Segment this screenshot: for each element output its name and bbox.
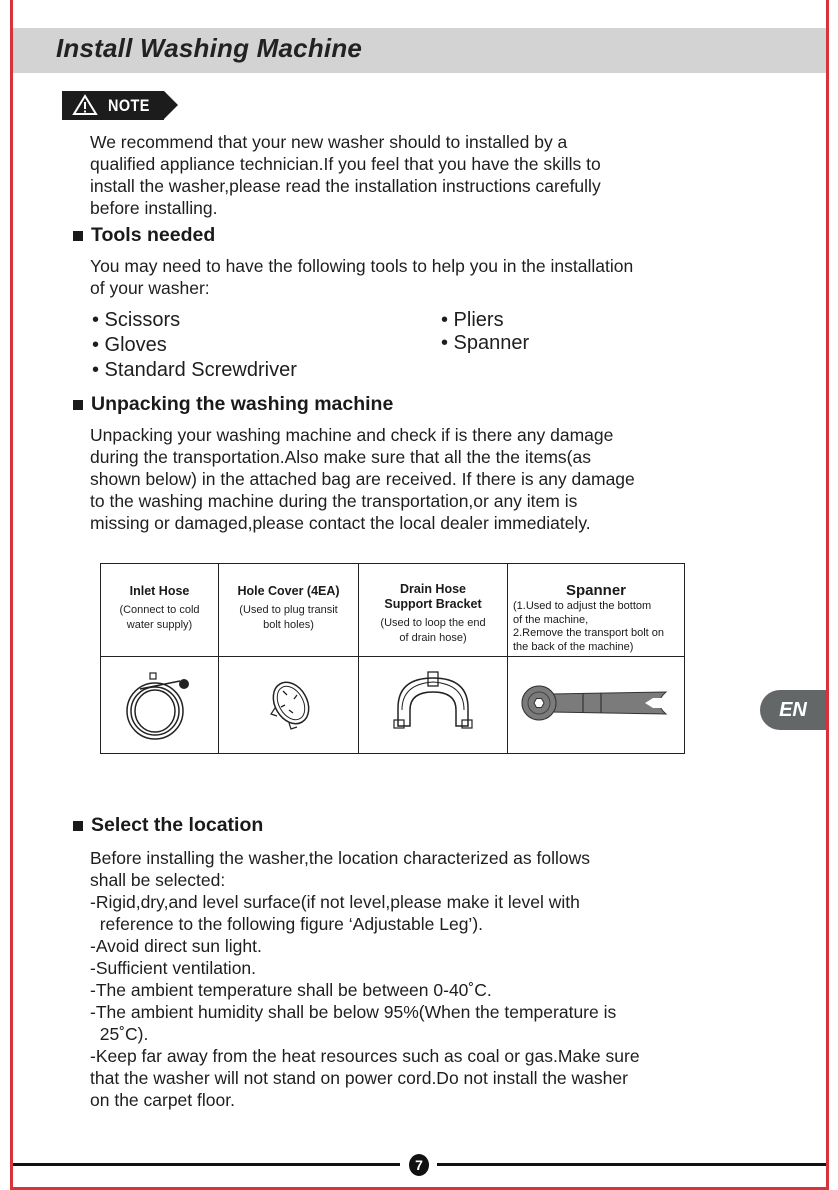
item-title: Spanner bbox=[565, 582, 626, 599]
tool-item: • Spanner bbox=[441, 332, 530, 354]
text-line: missing or damaged,please contact the local dealer immediately. bbox=[90, 513, 591, 533]
hole-cover-icon bbox=[259, 673, 319, 733]
text-line: -Avoid direct sun light. bbox=[90, 936, 262, 956]
item-cell-inlet-hose bbox=[101, 564, 219, 657]
text-line: (1.Used to adjust the bottom bbox=[513, 600, 652, 612]
text-line: (Connect to cold bbox=[119, 604, 200, 616]
text-line: We recommend that your new washer should to installed by a bbox=[90, 132, 568, 152]
note-badge bbox=[62, 91, 164, 120]
language-tab-en bbox=[760, 690, 826, 730]
page-number: 7 bbox=[409, 1154, 429, 1176]
text-line: to the washing machine during the transportation,or any item is bbox=[90, 491, 578, 511]
text-line: during the transportation.Also make sure that all the the items(as bbox=[90, 447, 591, 467]
section-heading-unpacking bbox=[73, 393, 393, 416]
page-title: Install Washing Machine bbox=[56, 33, 363, 63]
text-line: of drain hose) bbox=[399, 632, 467, 644]
unpacking-text bbox=[90, 424, 635, 534]
spanner-icon bbox=[521, 678, 671, 728]
text-line: Before installing the washer,the location characterized as follows bbox=[90, 848, 590, 868]
note-text bbox=[90, 131, 601, 219]
item-title bbox=[359, 582, 507, 612]
text-line: -Sufficient ventilation. bbox=[90, 958, 257, 978]
tools-intro bbox=[90, 255, 633, 299]
text-line: Support Bracket bbox=[384, 597, 482, 611]
text-line: -The ambient temperature shall be between 0-40˚C. bbox=[90, 980, 492, 1000]
text-line: shown below) in the attached bag are received. If there is any damage bbox=[90, 469, 635, 489]
item-desc bbox=[508, 600, 684, 654]
text-line: -Keep far away from the heat resources such as coal or gas.Make sure bbox=[90, 1046, 640, 1066]
page-frame-right bbox=[826, 0, 829, 1190]
section-heading-tools bbox=[73, 224, 215, 247]
text-line: Unpacking your washing machine and check if is there any damage bbox=[90, 425, 614, 445]
item-desc bbox=[101, 603, 218, 633]
heading-text: Unpacking the washing machine bbox=[91, 393, 394, 415]
item-title: Inlet Hose bbox=[129, 584, 190, 598]
text-line: of your washer: bbox=[90, 278, 210, 298]
item-image-cell bbox=[101, 657, 219, 754]
text-line: that the washer will not stand on power cord.Do not install the washer bbox=[90, 1068, 628, 1088]
text-line: -Rigid,dry,and level surface(if not level,please make it level with bbox=[90, 892, 580, 912]
warning-triangle-icon bbox=[72, 94, 98, 116]
note-label: NOTE bbox=[108, 96, 150, 115]
inlet-hose-icon bbox=[120, 663, 200, 743]
item-cell-spanner bbox=[508, 564, 685, 657]
item-cell-hole-cover bbox=[219, 564, 359, 657]
text-line: Drain Hose bbox=[400, 582, 466, 596]
text-line: bolt holes) bbox=[263, 619, 314, 631]
item-title: Hole Cover (4EA) bbox=[237, 584, 340, 598]
text-line: (Used to loop the end bbox=[380, 617, 486, 629]
footer-rule-right bbox=[437, 1163, 826, 1166]
text-line: before installing. bbox=[90, 198, 218, 218]
text-line: shall be selected: bbox=[90, 870, 226, 890]
tool-item: • Pliers bbox=[441, 309, 504, 331]
item-desc bbox=[359, 616, 507, 646]
page-frame-left bbox=[10, 0, 13, 1190]
text-line: the back of the machine) bbox=[513, 640, 634, 653]
text-line: of the machine, bbox=[513, 613, 589, 626]
text-line: -The ambient humidity shall be below 95%(When the temperature is bbox=[90, 1002, 617, 1022]
tool-item: • Standard Screwdriver bbox=[92, 359, 297, 381]
accessories-table bbox=[100, 563, 685, 754]
heading-text: Tools needed bbox=[91, 224, 216, 246]
item-image-cell bbox=[219, 657, 359, 754]
location-text bbox=[90, 847, 640, 1111]
text-line: qualified appliance technician.If you feel that you have the skills to bbox=[90, 154, 601, 174]
language-label: EN bbox=[779, 698, 807, 721]
tool-item: • Gloves bbox=[92, 334, 167, 356]
text-line: 2.Remove the transport bolt on bbox=[513, 627, 665, 639]
footer-rule-left bbox=[13, 1163, 400, 1166]
text-line: water supply) bbox=[126, 619, 193, 631]
text-line: (Used to plug transit bbox=[239, 604, 338, 616]
text-line: on the carpet floor. bbox=[90, 1090, 235, 1110]
item-image-cell bbox=[508, 657, 685, 754]
item-image-cell bbox=[359, 657, 508, 754]
text-line: reference to the following figure ‘Adjustable Leg’). bbox=[90, 914, 484, 934]
heading-text: Select the location bbox=[91, 814, 264, 836]
title-bar bbox=[13, 28, 826, 73]
square-bullet-icon bbox=[73, 821, 83, 831]
item-desc bbox=[219, 603, 358, 633]
tool-item: • Scissors bbox=[92, 309, 181, 331]
item-cell-drain-bracket bbox=[359, 564, 508, 657]
square-bullet-icon bbox=[73, 400, 83, 410]
drain-hose-bracket-icon bbox=[388, 668, 478, 738]
text-line: install the washer,please read the installation instructions carefully bbox=[90, 176, 601, 196]
text-line: 25˚C). bbox=[90, 1024, 149, 1044]
section-heading-location bbox=[73, 814, 263, 837]
text-line: You may need to have the following tools to help you in the installation bbox=[90, 256, 634, 276]
square-bullet-icon bbox=[73, 231, 83, 241]
